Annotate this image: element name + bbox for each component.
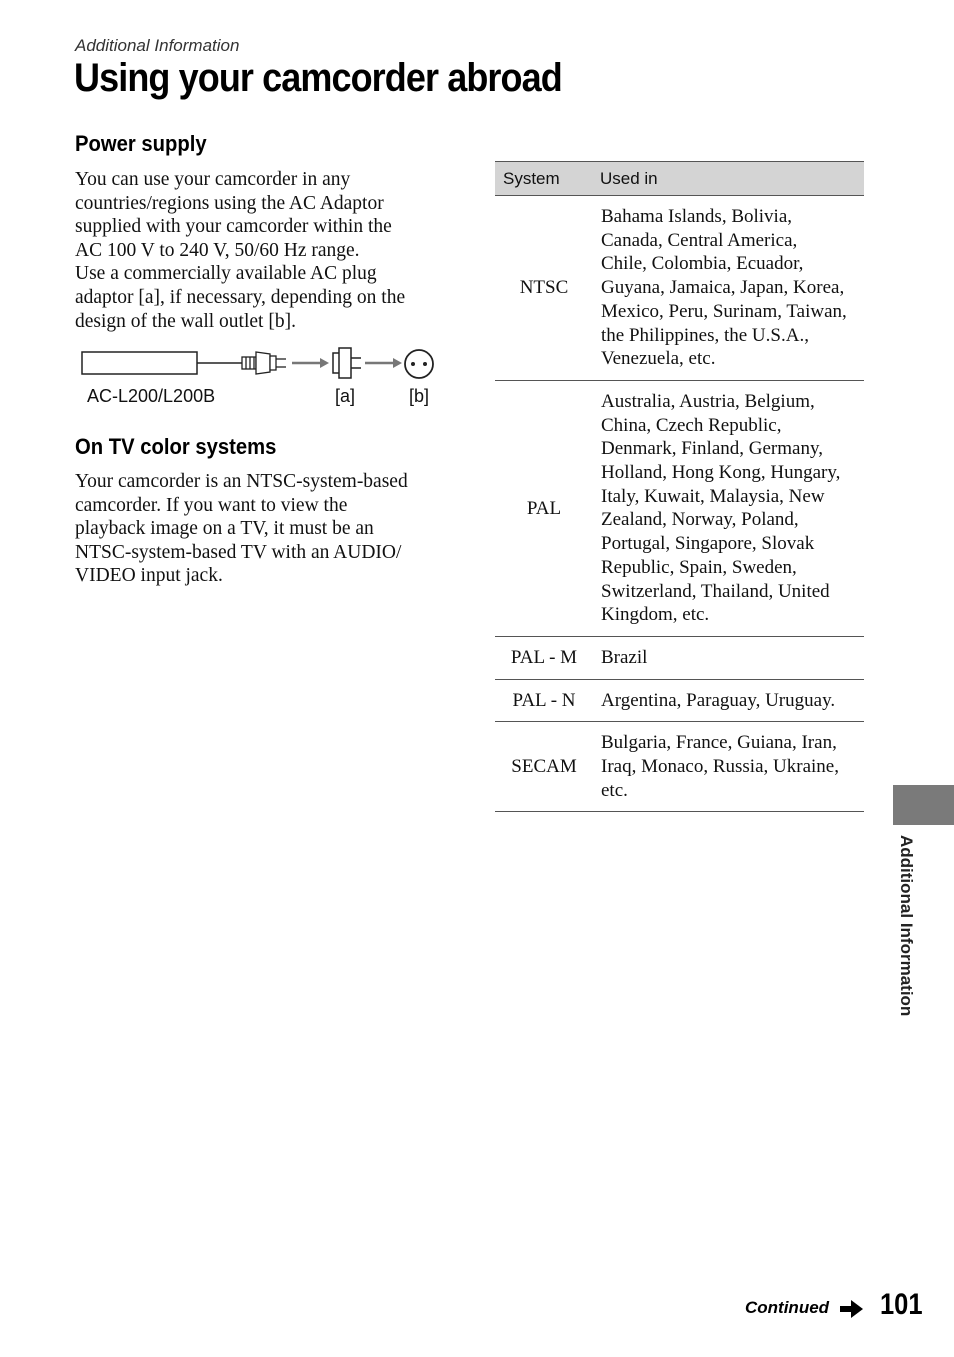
used-in-cell bbox=[593, 722, 864, 812]
used-in-line: Canada, Central America, bbox=[601, 229, 798, 251]
table-row bbox=[495, 679, 864, 722]
text-line: Use a commercially available AC plug bbox=[75, 263, 377, 285]
text-line: adaptor [a], if necessary, depending on the bbox=[75, 286, 406, 308]
used-in-cell bbox=[593, 679, 864, 722]
column-header-used-in: Used in bbox=[593, 162, 864, 196]
tv-color-systems-heading: On TV color systems bbox=[75, 434, 277, 459]
continued-label: Continued bbox=[745, 1298, 830, 1317]
plug-adaptor-icon bbox=[333, 348, 361, 378]
used-in-line: Switzerland, Thailand, United bbox=[601, 580, 830, 602]
text-line: design of the wall outlet [b]. bbox=[75, 310, 296, 332]
used-in-line: Iraq, Monaco, Russia, Ukraine, bbox=[601, 756, 839, 778]
used-in-cell bbox=[593, 636, 864, 679]
text-line: NTSC-system-based TV with an AUDIO/ bbox=[75, 541, 402, 563]
tv-systems-table bbox=[495, 161, 864, 812]
wall-outlet-icon bbox=[405, 350, 433, 378]
used-in-line: the Philippines, the U.S.A., bbox=[601, 324, 809, 346]
used-in-line: Argentina, Paraguay, Uruguay. bbox=[601, 689, 836, 711]
adaptor-diagram bbox=[80, 344, 440, 414]
system-cell: PAL - N bbox=[495, 679, 593, 722]
used-in-line: Holland, Hong Kong, Hungary, bbox=[601, 462, 841, 484]
used-in-line: Denmark, Finland, Germany, bbox=[601, 438, 823, 460]
used-in-line: Zealand, Norway, Poland, bbox=[601, 509, 799, 531]
plug-label: [a] bbox=[335, 386, 356, 406]
used-in-cell bbox=[593, 380, 864, 636]
chapter-tab bbox=[893, 785, 954, 825]
continued-arrow-icon bbox=[840, 1300, 864, 1318]
tv-systems-text bbox=[75, 470, 445, 588]
used-in-line: Brazil bbox=[601, 646, 648, 668]
ac-adaptor-icon bbox=[82, 352, 197, 374]
used-in-line: Guyana, Jamaica, Japan, Korea, bbox=[601, 277, 845, 299]
system-cell: PAL - M bbox=[495, 636, 593, 679]
table-row bbox=[495, 636, 864, 679]
used-in-line: Bahama Islands, Bolivia, bbox=[601, 206, 793, 227]
used-in-line: Kingdom, etc. bbox=[601, 604, 710, 626]
used-in-line: Australia, Austria, Belgium, bbox=[601, 390, 815, 412]
used-in-line: Republic, Spain, Sweden, bbox=[601, 556, 797, 578]
arrow-icon bbox=[292, 358, 329, 368]
page-number: 101 bbox=[880, 1288, 923, 1321]
text-line: playback image on a TV, it must be an bbox=[75, 518, 374, 540]
section-label: Additional Information bbox=[75, 36, 240, 55]
table-header-row bbox=[495, 162, 864, 196]
table-row bbox=[495, 380, 864, 636]
power-supply-text bbox=[75, 168, 445, 333]
used-in-line: Italy, Kuwait, Malaysia, New bbox=[601, 485, 825, 507]
used-in-cell bbox=[593, 196, 864, 381]
column-header-system: System bbox=[495, 162, 593, 196]
used-in-line: Venezuela, etc. bbox=[601, 348, 716, 370]
text-line: Your camcorder is an NTSC-system-based bbox=[75, 471, 408, 492]
table-row bbox=[495, 196, 864, 381]
used-in-line: China, Czech Republic, bbox=[601, 414, 782, 436]
arrow-icon bbox=[365, 358, 402, 368]
page-title: Using your camcorder abroad bbox=[74, 56, 562, 100]
text-line: countries/regions using the AC Adaptor bbox=[75, 192, 384, 214]
used-in-line: Bulgaria, France, Guiana, Iran, bbox=[601, 732, 837, 754]
text-line: camcorder. If you want to view the bbox=[75, 494, 348, 516]
table-row bbox=[495, 722, 864, 812]
outlet-label: [b] bbox=[409, 386, 430, 406]
power-supply-heading: Power supply bbox=[75, 131, 207, 156]
chapter-tab-label: Additional Information bbox=[897, 835, 916, 1017]
text-line: supplied with your camcorder within the bbox=[75, 216, 392, 238]
system-cell: NTSC bbox=[495, 196, 593, 381]
system-cell: SECAM bbox=[495, 722, 593, 812]
text-line: VIDEO input jack. bbox=[75, 565, 223, 587]
adaptor-label: AC-L200/L200B bbox=[87, 386, 216, 406]
system-cell: PAL bbox=[495, 380, 593, 636]
ac-plug-icon bbox=[242, 352, 286, 374]
used-in-line: Portugal, Singapore, Slovak bbox=[601, 533, 815, 555]
text-line: You can use your camcorder in any bbox=[75, 169, 351, 190]
adaptor-diagram-graphic bbox=[80, 344, 440, 384]
used-in-line: etc. bbox=[601, 779, 628, 801]
used-in-line: Mexico, Peru, Surinam, Taiwan, bbox=[601, 300, 847, 322]
text-line: AC 100 V to 240 V, 50/60 Hz range. bbox=[75, 239, 360, 261]
used-in-line: Chile, Colombia, Ecuador, bbox=[601, 253, 804, 275]
